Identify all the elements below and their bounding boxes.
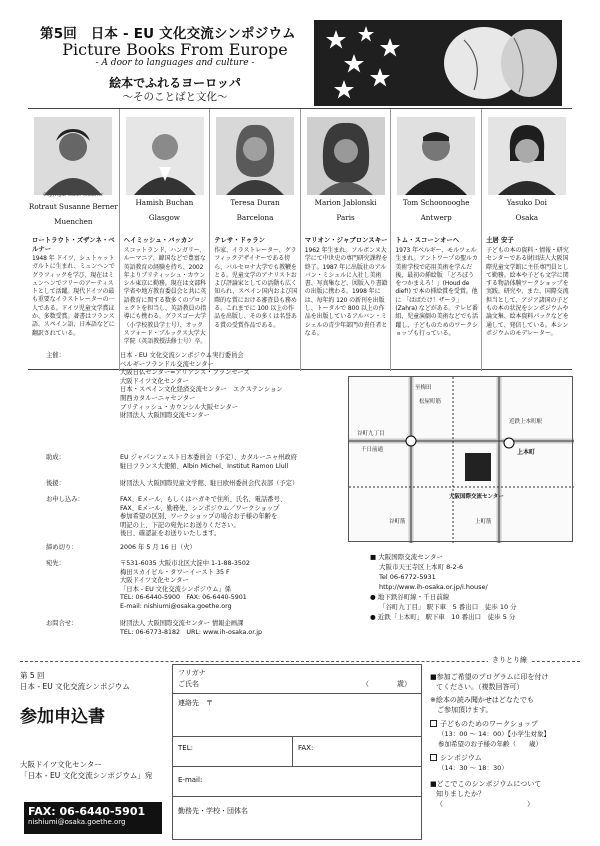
info-label: 後援： — [46, 480, 65, 487]
map-label: 谷町九丁目 — [357, 431, 385, 437]
speaker-bio: 作家、イラストレーター、グラフィックデザイナーである傍ら、バルセロナ大学でも教鞭をとる。児童文学のアナリストおよび評論家としての活動も広く知られ、スペイン国内および国際的な賞における審査員も務める。これまでに 100 以上の作品を出版し、その多くは名誉ある賞の受賞作品である。 — [214, 247, 298, 329]
speaker-city: Antwerp — [420, 213, 452, 222]
speaker-city: Glasgow — [148, 213, 180, 222]
circle-bullet-icon: ● — [370, 613, 378, 621]
program-note: ※絵本の読み聞かせはどなたでも — [430, 696, 534, 704]
info-label: お申し込み： — [46, 496, 84, 503]
name-label: ご氏名 — [178, 680, 199, 688]
divider — [172, 736, 422, 737]
divider — [292, 736, 293, 766]
info-line: ブリティッシュ・カウンシル大阪センター — [120, 403, 239, 411]
event-subtitle-japanese: ～そのことばと文化～ — [122, 91, 228, 103]
symposium-time: （14：30 ～ 18：30） — [438, 764, 508, 772]
station-marker-icon — [406, 436, 416, 446]
form-heading: 参加申込書 — [20, 707, 105, 727]
info-line: ベルギーフランドル交流センター — [120, 360, 214, 368]
speaker-city: Osaka — [515, 213, 539, 222]
application-form — [172, 664, 578, 840]
speaker-photo — [397, 117, 475, 195]
venue-url[interactable]: http://www.ih-osaka.or.jp/i.house/ — [379, 583, 488, 591]
program-note: ご参加頂けます。 — [430, 706, 493, 714]
application-form-header — [20, 670, 170, 781]
source-question: 知りましたか？ — [436, 790, 485, 798]
info-line: 後日、確認証をお送りいたします。 — [120, 530, 221, 538]
info-line: 明記の上、下記の宛先にお送りください。 — [120, 521, 240, 529]
speaker-name-japanese: 土居 安子 — [486, 236, 514, 244]
speaker-card — [209, 109, 300, 371]
info-label: 締め切り： — [46, 544, 78, 551]
speaker-name: Marion Jablonski — [314, 198, 377, 207]
speaker-bio: 子どもの本の資料・情報・研究センターである財団法人大阪国際児童文学館に主任専門員として勤務。絵本や子ども文学に関する物語体験ワークショップを実践。研究や、また、国際交流担当として、アジア諸国の子どもの本の状況をシンポジウムや論文集、絵本資料パックなどを通して、発信している。本シンポジウムのモデレーター。 — [486, 247, 569, 337]
info-label: お問合せ： — [46, 620, 78, 627]
form-edition: 第 5 回 — [20, 671, 45, 680]
speaker-name: Teresa Duran — [230, 198, 280, 207]
venue-details — [370, 552, 517, 622]
speaker-bio: 1948 年 ドイツ、シュトゥットガルトに生まれ、ミュンヘンでグラフィックを学び、現在はミュンヘンでフリーのアーティストとして活躍。現代ドイツの最も重要なイラストレーターの一人である。ドイツ児童文学賞ほか、多数受賞。著書はフランス語、スペイン語、日本語などに翻訳されている。 — [32, 255, 115, 337]
source-question: どこでこのシンポジウムについて — [436, 780, 542, 788]
venue-name: 大阪国際交流センター — [378, 553, 443, 561]
workplace-field[interactable]: 勤務先・学校・団体名 — [178, 807, 248, 815]
speaker-bio: 1962 年生まれ。ソルボンヌ大学にて中世史の専門研究課程を終了。1987 年に出版社のアルバン・ミシェルに入社し美術書、写真集など、図版入り書籍の出版に携わる。1998 年には、毎年約 120 の新刊を出版し、トータルで 800 以上の作品を出版しているアルバン・ミシェルの青少年部門の責任者となる。 — [304, 247, 388, 337]
child-age-field[interactable]: 参加希望のお子様の年齢（ 歳） — [438, 740, 542, 748]
station-marker-icon — [504, 438, 514, 448]
venue-map — [348, 376, 573, 542]
map-label: 松屋町筋 — [419, 399, 442, 405]
speaker-bio: スコットランド、ハンガリー、ルーマニア、韓国などで豊富な英語教育の経験を持ち、2002 年よりブリティッシュ・カウンシル東京に勤務。現在は文部科学省や地方教育委員会と共に英語教育に関する数多くのプロジェクトを担当し、英語教員の指導にも携わる。グラスゴー大学（小学校教員学士号）、オックスフォード・ブルックス大学大学院（英語教授法修士号）卒。 — [123, 247, 207, 346]
speaker-name: Hamish Buchan — [135, 198, 194, 207]
event-subtitle-english: - A door to languages and culture - — [95, 58, 255, 68]
map-label: 谷町筋 — [389, 519, 406, 525]
map-label: 千日前通 — [361, 447, 384, 453]
speaker-photo — [34, 117, 112, 195]
speaker-city: Muenchen — [54, 217, 93, 226]
event-title-english: Picture Books From Europe — [62, 40, 288, 59]
eu-stars-banner — [314, 20, 562, 106]
workshop-option-label: 子どものためのワークショップ — [440, 720, 538, 728]
speaker-name: Yasuko Doi — [506, 198, 547, 207]
speaker-city: Paris — [336, 213, 355, 222]
map-label: 近鉄上本町駅 — [509, 419, 543, 425]
email-field[interactable]: E-mail: — [178, 776, 203, 784]
speaker-name-japanese: マリオン・ジャブロンスキー — [304, 236, 388, 244]
venue-access-title: 地下鉄谷町線・千日前線 — [377, 593, 450, 601]
speaker-name: Tom Schoonooghe — [402, 198, 470, 207]
info-line: 大阪日仏センター=アリアンス・フランセーズ — [120, 369, 250, 377]
map-label: 至梅田 — [415, 385, 432, 391]
info-line: 大阪ドイツ文化センター — [120, 377, 189, 385]
venue-tel: Tel 06-6772-5931 — [379, 573, 436, 581]
fax-field[interactable]: FAX: — [298, 744, 314, 752]
venue-building-icon — [465, 453, 491, 481]
furigana-label: フリガナ — [178, 669, 206, 677]
info-line: 梅田スカイビル・タワーイースト 35 F — [120, 568, 230, 576]
workshop-checkbox[interactable] — [430, 720, 437, 727]
info-line: 財団法人 大阪国際児童文学館、駐日欧州委員会代表部（予定） — [120, 480, 299, 487]
speaker-name-japanese: トム・スコーンオーヘ — [395, 236, 460, 244]
cut-line-label: きりとり線 — [488, 655, 531, 665]
form-recipient-dept: 「日本 - EU 文化交流シンポジウム」宛 — [20, 771, 153, 780]
venue-access: 近鉄「上本町」 駅下車 10 番出口 徒歩 5 分 — [377, 613, 516, 621]
info-line: 財団法人 大阪国際交流センター 情報企画課 — [120, 620, 244, 627]
info-line: TEL: 06-6773-8182 URL: www.ih-osaka.or.jp — [120, 628, 262, 636]
square-bullet-icon: ■ — [430, 673, 437, 681]
info-line: 「日本 - EU 文化交流シンポジウム」係 — [120, 585, 232, 593]
info-line: 日本 - EU 文化交流シンポジウム実行委員会 — [120, 352, 244, 359]
photo-credit: Copyright Guido Ohlhaver — [43, 193, 104, 198]
map-label: 上本町 — [517, 449, 536, 456]
speaker-card — [390, 109, 481, 371]
info-line: 〒531-6035 大阪市北区大淀中 1-1-88-3502 — [120, 560, 250, 567]
info-line: FAX、Eメール、勤務先、シンポジウム／ワークショップ — [120, 504, 280, 512]
speaker-photo — [307, 117, 385, 195]
info-line: FAX、Eメール、もしくはハガキで住所、氏名、電話番号、 — [120, 496, 287, 503]
speaker-card — [119, 109, 210, 371]
info-label: 助成： — [46, 454, 65, 461]
divider — [172, 693, 422, 694]
info-label: 主催： — [46, 352, 65, 359]
square-bullet-icon: ■ — [370, 553, 379, 561]
info-label: 宛先： — [46, 560, 65, 567]
speaker-name: Rotraut Susanne Berner — [28, 202, 118, 211]
program-question-note: てください。（複数回答可） — [436, 683, 524, 691]
info-line: 参加希望の区別、ワークショップの場合お子様の年齢を — [120, 513, 278, 521]
info-line: 2006 年 5 月 16 日（火） — [120, 544, 196, 551]
info-line: E-mail: nishiumi@osaka.goethe.org — [120, 602, 232, 610]
speakers-section — [28, 108, 572, 370]
info-line: TEL: 06-6440-5900 FAX: 06-6440-5901 — [120, 594, 247, 602]
form-recipient: 大阪ドイツ文化センター — [20, 760, 102, 769]
speaker-photo — [488, 117, 566, 195]
form-symposium: 日本 - EU 文化交流シンポジウム — [20, 682, 130, 691]
speaker-card — [28, 109, 119, 371]
source-answer-field[interactable]: （ ） — [436, 800, 534, 808]
circle-bullet-icon: ● — [370, 593, 378, 601]
info-line: 財団法人 大阪国際交流センター — [120, 412, 210, 420]
program-question: 参加ご希望のプログラムに印を付け — [436, 673, 549, 681]
symposium-checkbox[interactable] — [430, 754, 437, 761]
speaker-photo — [216, 117, 294, 195]
info-line: 関西カタルーニャセンター — [120, 394, 196, 402]
info-line: 駐日フランス大使館、Albin Michel、Institut Ramon Llull — [120, 462, 289, 470]
contact-email: nishiumi@osaka.goethe.org — [28, 818, 126, 826]
info-line: EU ジャパンフェスト日本委員会（予定）、カタルーニャ州政府 — [120, 454, 298, 461]
workshop-time: （13：00 ～ 14：00）【小学生対象】 — [438, 730, 550, 738]
speaker-bio: 1973 年ベルギー、モルツェル生まれ。アントワープの聖ルカ美術学校で応用美術を学んだ後、最初の挿絵版 「どろぼうをつかまえろ！」(Houd de dief!) で本の挿絵賞を受賞。他に 「はばたけ！ザーラ」(Zahra) などがある。テレビ番組、児童演劇の美術などでも活躍し、子どものためのワークショップも行っている。 — [395, 247, 478, 337]
venue-access: 「谷町九丁目」 駅下車 5 番出口 徒歩 10 分 — [379, 603, 517, 611]
event-title: 第5回 日本 - EU 文化交流シンポジウム — [40, 26, 296, 42]
tel-field[interactable]: TEL: — [178, 744, 193, 752]
age-field[interactable]: （ 歳） — [362, 680, 411, 688]
map-label: 大阪国際交流センター — [449, 494, 504, 500]
event-title-japanese: 絵本でふれるヨーロッパ — [109, 76, 241, 90]
fax-box — [24, 802, 162, 834]
divider — [172, 766, 422, 767]
info-line: 大阪ドイツ文化センター — [120, 577, 189, 585]
map-label: 上町筋 — [475, 519, 492, 525]
square-bullet-icon: ■ — [430, 780, 437, 788]
contact-address-field[interactable]: 連絡先 〒 — [178, 699, 213, 707]
speaker-card — [481, 109, 572, 371]
speaker-card — [300, 109, 391, 371]
speaker-name-japanese: ロートラウト・ズザンネ・ベルナー — [32, 236, 115, 253]
divider — [172, 796, 422, 797]
symposium-option-label: シンポジウム — [440, 754, 482, 762]
venue-address: 大阪市天王寺区上本町 8-2-6 — [379, 563, 464, 571]
info-line: 日本・スペイン文化経済交流センター エクステンション — [120, 386, 283, 394]
speaker-name-japanese: ヘイミッシュ・バッカン — [123, 236, 194, 244]
fax-number: FAX: 06-6440-5901 — [28, 805, 146, 818]
speaker-photo — [126, 117, 204, 195]
speaker-city: Barcelona — [236, 213, 274, 222]
speaker-name-japanese: テレサ・ドゥラン — [214, 236, 266, 244]
